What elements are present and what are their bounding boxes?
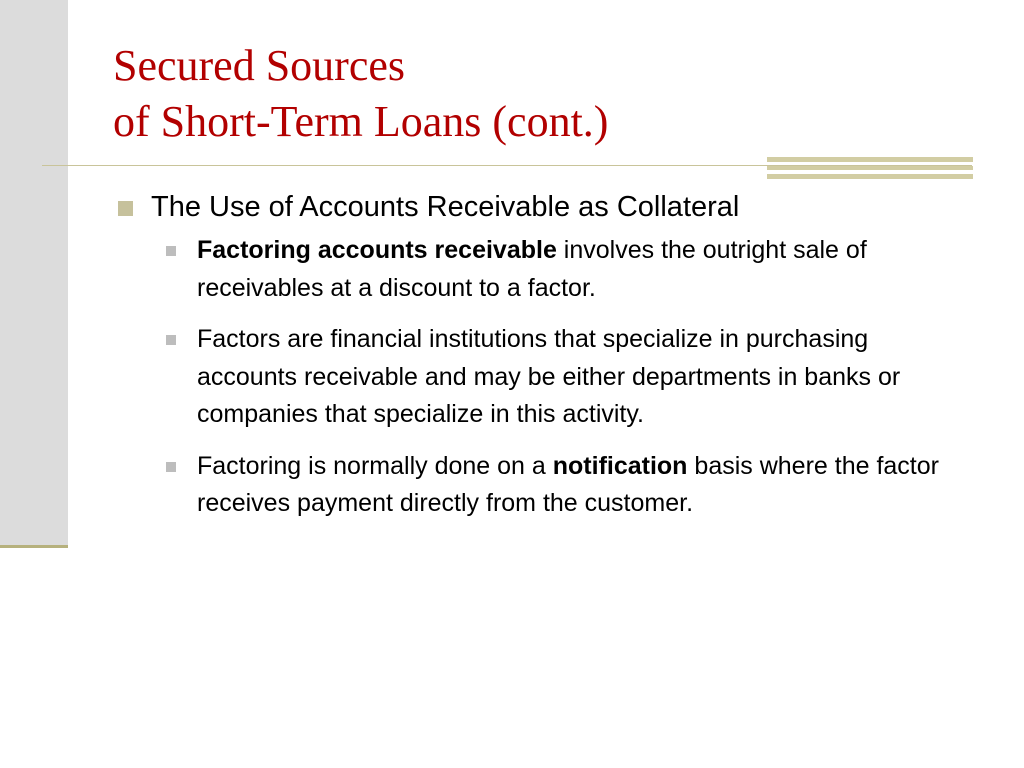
title-line-2: of Short-Term Loans (cont.) [113, 97, 609, 146]
main-bullet [118, 188, 948, 226]
sidebar-rule [0, 545, 68, 548]
slide-title [113, 38, 993, 150]
accent-stripe [767, 174, 973, 179]
sub-bullet-item [166, 232, 948, 307]
sidebar-panel [0, 0, 68, 545]
title-line-1: Secured Sources [113, 41, 406, 90]
square-bullet-icon [166, 335, 176, 345]
main-bullet-text: The Use of Accounts Receivable as Collateral [151, 191, 740, 223]
square-bullet-icon [166, 246, 176, 256]
sub-bullet-bold-text: Factoring accounts receivable [197, 236, 557, 264]
sub-bullet-text: involves the outright sale of receivables at a discount to a factor. [197, 236, 867, 302]
sub-bullet-list [118, 232, 948, 523]
accent-stripe [767, 157, 973, 162]
accent-stripe [767, 166, 973, 170]
sub-bullet-text-suffix: basis where the factor receives payment directly from the customer. [197, 451, 939, 517]
sub-bullet-text: Factors are financial institutions that specialize in purchasing accounts receivable and may be either departments in banks or companies that specialize in this activity. [197, 325, 901, 428]
sub-bullet-bold-text: notification [552, 451, 688, 480]
sub-bullet-item [166, 448, 948, 523]
slide-content [118, 188, 948, 537]
square-bullet-icon [166, 462, 176, 472]
sub-bullet-text-prefix: Factoring is normally done on a [197, 451, 553, 480]
accent-stripes [767, 157, 973, 179]
sub-bullet-item [166, 321, 948, 434]
square-bullet-icon [118, 201, 133, 216]
